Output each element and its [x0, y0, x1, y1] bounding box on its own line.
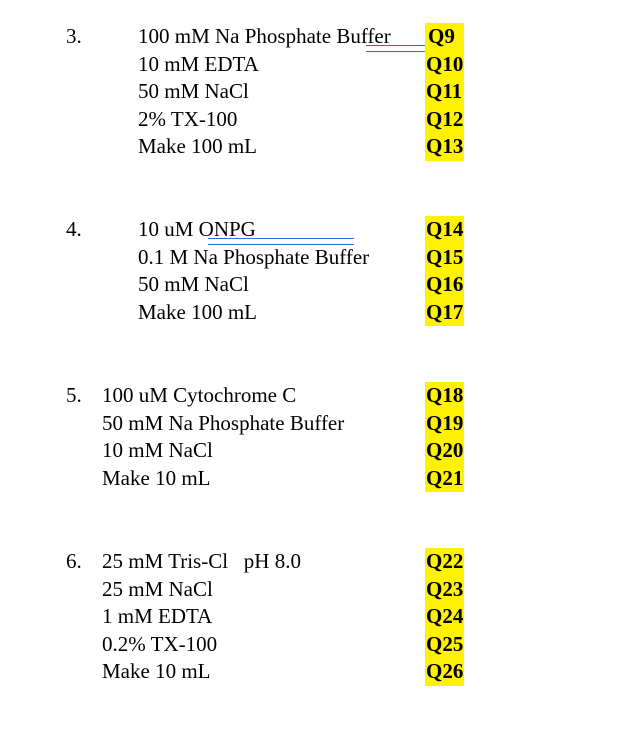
question-label: Q9	[425, 23, 464, 51]
section-6-line-4: 0.2% TX-100	[102, 631, 218, 656]
question-label: Q25	[425, 631, 464, 659]
section-4-line-2: 0.1 M Na Phosphate Buffer	[138, 244, 370, 269]
section-3-items	[138, 23, 391, 161]
section-5-line-3: 10 mM NaCl	[102, 438, 213, 462]
question-label: Q22	[425, 548, 464, 576]
section-6-line-2: 25 mM NaCl	[102, 576, 213, 601]
question-label: Q13	[425, 133, 464, 161]
question-label: Q15	[425, 244, 464, 272]
section-3-line-1-text: 100 mM Na Phosphate Buffer	[138, 24, 391, 48]
section-3-questions	[425, 23, 464, 161]
question-label: Q20	[425, 437, 464, 465]
section-3-number: 3.	[66, 24, 82, 48]
section-5-line-4: Make 10 mL	[102, 465, 211, 490]
question-label: Q24	[425, 603, 464, 631]
question-label: Q11	[425, 78, 464, 106]
section-5-number: 5.	[66, 383, 82, 407]
section-4-number: 4.	[66, 217, 82, 241]
section-5-line-1: 100 uM Cytochrome C	[102, 383, 297, 407]
section-4-questions	[425, 216, 464, 326]
section-4-line-3: 50 mM NaCl	[138, 272, 249, 296]
section-6-items	[102, 548, 301, 686]
section-3-line-4: 2% TX-100	[138, 106, 238, 131]
question-label: Q23	[425, 576, 464, 604]
section-4-line-4: Make 100 mL	[138, 299, 257, 324]
question-label: Q17	[425, 299, 464, 327]
question-label: Q14	[425, 216, 464, 244]
question-label: Q26	[425, 658, 464, 686]
section-5-line-2: 50 mM Na Phosphate Buffer	[102, 410, 345, 435]
question-label: Q16	[425, 271, 464, 299]
section-5-questions	[425, 382, 464, 492]
question-label: Q21	[425, 465, 464, 493]
section-4-line-1: 10 uM ONPG	[138, 217, 256, 241]
section-5-items	[102, 382, 344, 492]
section-3-line-5: Make 100 mL	[138, 134, 257, 158]
question-label: Q12	[425, 106, 464, 134]
section-3-line-1	[138, 23, 391, 51]
section-6-line-1: 25 mM Tris-Cl pH 8.0	[102, 549, 301, 573]
section-6-line-5: Make 10 mL	[102, 659, 211, 683]
section-3-line-3: 50 mM NaCl	[138, 79, 249, 103]
question-label: Q18	[425, 382, 464, 410]
section-6-number: 6.	[66, 549, 82, 573]
section-3-line-2: 10 mM EDTA	[138, 51, 259, 76]
question-label: Q19	[425, 410, 464, 438]
section-4-items	[138, 216, 369, 326]
section-6-line-3: 1 mM EDTA	[102, 604, 213, 628]
spellcheck-underline-onpg	[208, 238, 354, 245]
question-label: Q10	[425, 51, 464, 79]
section-6-questions	[425, 548, 464, 686]
